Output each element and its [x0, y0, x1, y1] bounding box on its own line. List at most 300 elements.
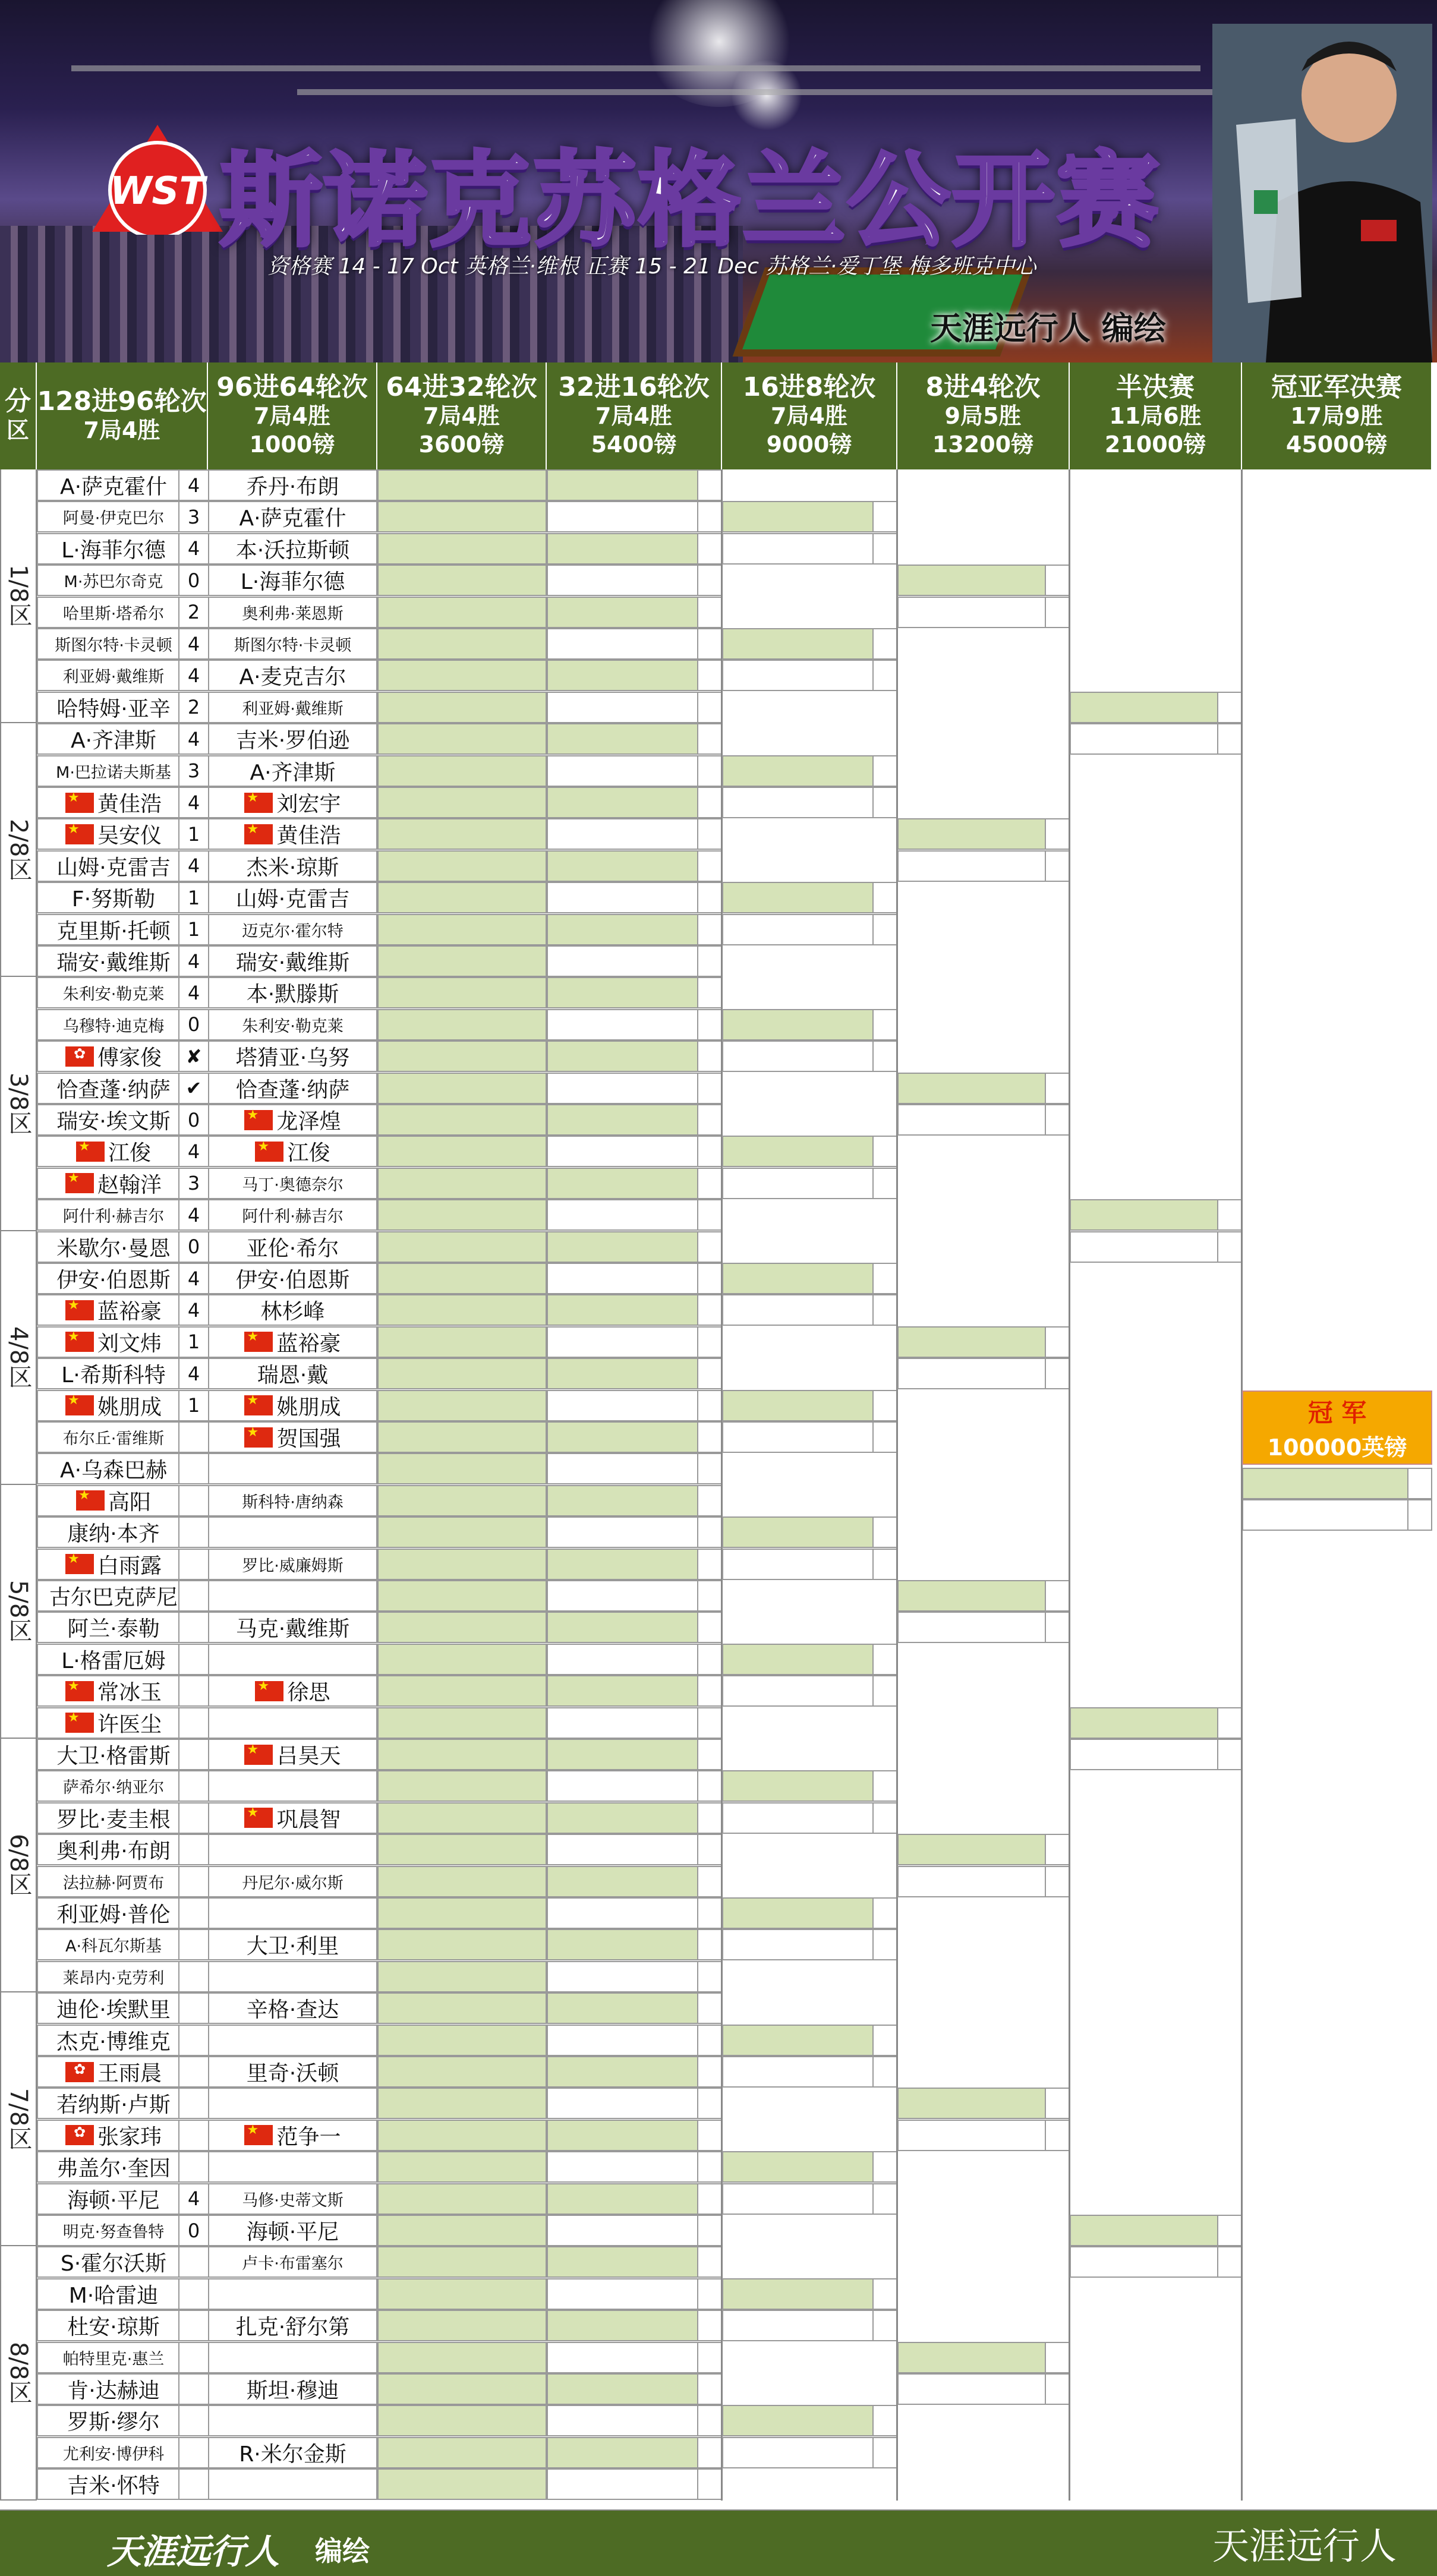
score-slot — [697, 1453, 722, 1484]
header-l3: 1000镑 — [249, 431, 335, 458]
player-name-text: 姚朋成 — [97, 1395, 162, 1420]
player-name — [208, 977, 377, 1008]
score: 4 — [178, 723, 209, 755]
player-name-text: 本·默滕斯 — [246, 982, 339, 1007]
bracket-slot — [547, 850, 698, 882]
bracket-slot — [547, 1485, 698, 1516]
bracket-slot — [377, 1199, 547, 1231]
bracket-line — [1069, 469, 1070, 723]
score — [178, 1453, 209, 1484]
column-header — [37, 362, 208, 469]
bracket-slot — [377, 850, 547, 882]
player-name-text: 朱利安·勒克莱 — [242, 1017, 344, 1036]
bracket-slot — [547, 977, 698, 1008]
footer-signature: 天涯远行人 — [1212, 2524, 1397, 2568]
player-name — [37, 660, 190, 691]
player-name-text: 龙泽煌 — [276, 1109, 341, 1134]
score — [178, 1866, 209, 1897]
score — [178, 1929, 209, 1960]
bracket-slot — [377, 1802, 547, 1834]
player-name-text: 大卫·格雷斯 — [56, 1744, 171, 1768]
score — [178, 2373, 209, 2405]
score — [178, 1802, 209, 1834]
player-name — [37, 1580, 190, 1612]
player-name — [208, 1041, 377, 1072]
score-slot — [1045, 2120, 1070, 2151]
china-flag-icon — [65, 1554, 94, 1574]
player-name — [37, 1104, 190, 1136]
china-flag-icon — [244, 1332, 273, 1352]
truss — [71, 65, 1200, 71]
player-name-text: 罗比·麦圭根 — [56, 1807, 171, 1832]
bracket-slot — [547, 660, 698, 691]
player-name-text: 利亚姆·戴维斯 — [242, 699, 344, 718]
player-name — [37, 2088, 190, 2119]
player-name-text: 奥利弗·莱恩斯 — [242, 604, 344, 623]
score: 4 — [178, 850, 209, 882]
score-slot — [697, 2405, 722, 2436]
player-name — [208, 945, 377, 977]
header-l1: 128进96轮次 — [37, 386, 207, 417]
score-slot — [697, 1009, 722, 1041]
score-slot — [1217, 2246, 1242, 2278]
champion-prize: 100000英镑 — [1267, 1434, 1407, 1461]
player-name-text: A·萨克霍什 — [59, 475, 168, 499]
score: 4 — [178, 945, 209, 977]
score: 4 — [178, 1358, 209, 1389]
player-name-text: 本·沃拉斯顿 — [235, 538, 350, 563]
bracket-slot — [377, 1866, 547, 1897]
score-slot — [1045, 2373, 1070, 2405]
score: 4 — [178, 2183, 209, 2215]
score-slot — [1045, 850, 1070, 882]
player-name-text: 蓝裕豪 — [97, 1300, 162, 1325]
score-slot — [872, 1929, 897, 1960]
score — [178, 2246, 209, 2278]
score-slot — [697, 1961, 722, 1992]
china-flag-icon — [65, 793, 94, 813]
player-name — [208, 628, 377, 660]
player-name-text: L·希斯科特 — [61, 1363, 166, 1388]
header-l2: 7局4胜 — [595, 403, 672, 429]
score: 4 — [178, 469, 209, 501]
player-name — [37, 1041, 190, 1072]
bracket-slot — [547, 1294, 698, 1326]
score-slot — [872, 1516, 897, 1548]
player-name-text: A·齐津斯 — [70, 729, 157, 753]
player-name-text: 扎克·舒尔第 — [235, 2315, 350, 2340]
subtitle: 资格赛 14 - 17 Oct 英格兰·维根 正赛 15 - 21 Dec 苏格兰·爱丁堡 梅多班克中心 — [267, 254, 1036, 279]
player-name — [37, 533, 190, 565]
player-name — [208, 2025, 377, 2056]
bracket-slot — [377, 469, 547, 501]
player-name-text: 刘文炜 — [97, 1331, 162, 1356]
zone-label: 2/8区 — [0, 723, 37, 977]
bracket-line — [1241, 469, 1243, 977]
final-slot — [1242, 1499, 1408, 1531]
bracket-slot — [377, 628, 547, 660]
player-name-text: 吕昊天 — [276, 1744, 341, 1768]
column-header — [722, 362, 897, 469]
player-name — [208, 1199, 377, 1231]
player-name-text: 常冰玉 — [97, 1680, 162, 1705]
player-name — [37, 2183, 190, 2215]
score-slot — [1045, 1866, 1070, 1897]
score: 4 — [178, 1136, 209, 1167]
player-name — [208, 565, 377, 596]
score-slot — [697, 2151, 722, 2183]
player-name-text: 杰米·琼斯 — [246, 855, 339, 880]
bracket-slot — [377, 565, 547, 596]
score: 4 — [178, 1294, 209, 1326]
player-with-trophy-image — [1212, 24, 1432, 362]
player-name-text: 迈克尔·霍尔特 — [242, 922, 344, 941]
bracket-slot — [722, 1675, 874, 1707]
score-slot — [697, 1073, 722, 1104]
score — [178, 2342, 209, 2373]
footer — [0, 2511, 1437, 2576]
bracket-slot — [547, 533, 698, 565]
score — [178, 2088, 209, 2119]
player-name-text: F·努斯勒 — [71, 887, 156, 912]
score — [178, 1992, 209, 2024]
player-name — [208, 787, 377, 818]
score-slot — [1045, 2088, 1070, 2119]
bracket-slot — [377, 1326, 547, 1358]
score — [178, 1897, 209, 1929]
bracket-slot — [377, 1580, 547, 1612]
bracket-slot — [897, 1580, 1046, 1612]
player-name — [37, 818, 190, 850]
player-name-text: 巩晨智 — [276, 1807, 341, 1832]
player-name — [37, 628, 190, 660]
player-name-text: 马克·戴维斯 — [235, 1617, 350, 1642]
score-slot — [697, 2468, 722, 2500]
score-slot — [697, 1516, 722, 1548]
score-slot — [697, 1549, 722, 1580]
player-name-text: 明克·努查鲁特 — [62, 2223, 165, 2241]
player-name — [37, 1739, 190, 1770]
bracket-slot — [722, 914, 874, 945]
bracket-slot — [547, 1358, 698, 1389]
score-slot — [872, 2405, 897, 2436]
bracket-slot — [547, 565, 698, 596]
player-name — [208, 692, 377, 723]
player-name — [208, 1612, 377, 1643]
bracket-slot — [377, 2088, 547, 2119]
score-slot — [697, 914, 722, 945]
player-name — [37, 723, 190, 755]
player-name-text: 阿什利·赫吉尔 — [242, 1207, 344, 1226]
score-slot — [697, 1929, 722, 1960]
score-slot — [697, 2183, 722, 2215]
player-name-text: 伊安·伯恩斯 — [235, 1268, 350, 1292]
player-name — [37, 1675, 190, 1707]
score-slot — [697, 1802, 722, 1834]
player-name-text: L·海菲尔德 — [240, 570, 345, 595]
player-name-text: M·巴拉诺夫斯基 — [56, 763, 171, 782]
player-name-text: 莱昂内·克劳利 — [62, 1969, 165, 1988]
bracket-slot — [547, 1453, 698, 1484]
player-name — [208, 1675, 377, 1707]
score-slot — [697, 1263, 722, 1294]
player-name — [37, 1802, 190, 1834]
player-name-text: 康纳·本齐 — [67, 1522, 160, 1547]
score — [178, 1961, 209, 1992]
player-name-text: 恰查蓬·纳萨 — [56, 1077, 171, 1102]
player-name-text: 山姆·克雷吉 — [56, 855, 171, 880]
bracket-slot — [722, 1421, 874, 1453]
player-name — [208, 1802, 377, 1834]
bracket-line — [1069, 1992, 1070, 2246]
bracket-slot — [547, 469, 698, 501]
footer-credit: 编绘 — [315, 2535, 370, 2567]
player-name — [37, 1453, 190, 1484]
column-header — [1070, 362, 1242, 469]
bracket-slot — [377, 2342, 547, 2373]
player-name — [208, 1961, 377, 1992]
champion-box — [1242, 1391, 1432, 1465]
score — [178, 2120, 209, 2151]
bracket-slot — [722, 1770, 874, 1802]
player-name-text: 朱利安·勒克莱 — [62, 985, 165, 1004]
score-slot — [1217, 723, 1242, 755]
header-l1: 8进4轮次 — [925, 372, 1041, 402]
zone-label: 4/8区 — [0, 1231, 37, 1485]
score-slot — [697, 2278, 722, 2310]
bracket-slot — [377, 2373, 547, 2405]
bracket-slot — [547, 2437, 698, 2468]
bracket-slot — [547, 1168, 698, 1199]
bracket-slot — [722, 2310, 874, 2341]
player-name-text: 里奇·沃顿 — [246, 2061, 339, 2086]
bracket-slot — [547, 2373, 698, 2405]
player-name — [37, 2468, 190, 2500]
china-flag-icon — [244, 2125, 273, 2145]
player-name — [208, 1770, 377, 1802]
score-slot — [1045, 1580, 1070, 1612]
bracket-slot — [547, 1644, 698, 1675]
bracket-slot — [897, 1104, 1046, 1136]
player-name — [37, 1485, 190, 1516]
score — [178, 1612, 209, 1643]
bracket-slot — [547, 692, 698, 723]
player-name — [37, 1834, 190, 1865]
bracket-slot — [377, 533, 547, 565]
player-name — [37, 2373, 190, 2405]
player-name-text: 刘宏宇 — [276, 792, 341, 816]
score: 3 — [178, 755, 209, 787]
score — [178, 2405, 209, 2436]
player-name — [37, 2342, 190, 2373]
player-name-text: 海顿·平尼 — [67, 2188, 160, 2213]
player-name-text: L·海菲尔德 — [61, 538, 166, 563]
bracket-slot — [547, 818, 698, 850]
bracket-slot — [722, 2405, 874, 2436]
score-slot — [697, 1580, 722, 1612]
bracket-slot — [377, 660, 547, 691]
bracket-slot — [547, 2120, 698, 2151]
score — [178, 2310, 209, 2341]
player-name — [37, 2215, 190, 2246]
bracket-slot — [547, 1263, 698, 1294]
player-name — [37, 1549, 190, 1580]
score: 4 — [178, 1263, 209, 1294]
player-name-text: 亚伦·希尔 — [246, 1236, 339, 1261]
bracket-slot — [377, 1073, 547, 1104]
bracket-slot — [377, 977, 547, 1008]
score-slot — [872, 1294, 897, 1326]
player-name-text: 迪伦·埃默里 — [56, 1998, 171, 2023]
player-name — [37, 2278, 190, 2310]
score-slot — [1045, 597, 1070, 628]
bracket-slot — [547, 914, 698, 945]
bracket-slot — [547, 1612, 698, 1643]
bracket-slot — [377, 2468, 547, 2500]
score-slot — [1045, 565, 1070, 596]
player-name-text: 古尔巴克萨尼 — [49, 1585, 178, 1610]
player-name — [37, 1516, 190, 1548]
bracket-slot — [722, 1294, 874, 1326]
bracket-slot — [377, 914, 547, 945]
bracket-slot — [377, 1421, 547, 1453]
score: 1 — [178, 882, 209, 913]
player-name-text: 斯图尔特·卡灵顿 — [234, 636, 352, 655]
bracket-slot — [547, 1707, 698, 1739]
score-slot — [697, 1390, 722, 1421]
player-name-text: 王雨晨 — [97, 2061, 162, 2086]
score-slot — [697, 2215, 722, 2246]
china-flag-icon — [244, 1395, 273, 1415]
bracket-slot — [722, 660, 874, 691]
bracket-slot — [722, 787, 874, 818]
champion-label: 冠 军 — [1307, 1398, 1367, 1427]
player-name — [208, 882, 377, 913]
bracket-slot — [1070, 723, 1218, 755]
column-header — [1242, 362, 1432, 469]
score-slot — [1217, 1707, 1242, 1739]
score: 4 — [178, 787, 209, 818]
player-name — [37, 2025, 190, 2056]
score-slot — [872, 533, 897, 565]
bracket-slot — [897, 1834, 1046, 1865]
bracket-slot — [897, 1358, 1046, 1389]
bracket-slot — [547, 1009, 698, 1041]
wst-logo — [89, 122, 226, 235]
player-name — [37, 1294, 190, 1326]
bracket-slot — [1070, 692, 1218, 723]
bracket-slot — [377, 1009, 547, 1041]
player-name — [208, 1136, 377, 1167]
bracket-slot — [377, 2056, 547, 2088]
china-flag-icon — [65, 1681, 94, 1701]
score-slot — [697, 2056, 722, 2088]
player-name — [208, 1644, 377, 1675]
score-slot — [697, 2120, 722, 2151]
header-l1: 32进16轮次 — [558, 372, 710, 402]
player-name-text: 帕特里克·惠兰 — [62, 2350, 165, 2369]
bracket-slot — [547, 1231, 698, 1263]
score-slot — [1045, 818, 1070, 850]
score: 0 — [178, 565, 209, 596]
bracket-slot — [377, 1168, 547, 1199]
player-name — [37, 2056, 190, 2088]
player-name — [208, 1390, 377, 1421]
score-slot — [697, 597, 722, 628]
score-slot — [697, 1644, 722, 1675]
player-name-text: 恰查蓬·纳萨 — [235, 1077, 350, 1102]
player-name-text: S·霍尔沃斯 — [60, 2252, 167, 2277]
player-name-text: L·格雷厄姆 — [61, 1648, 166, 1673]
bracket-slot — [897, 1612, 1046, 1643]
player-name-text: 阿曼·伊克巴尔 — [62, 509, 165, 528]
bracket-slot — [722, 533, 874, 565]
player-name — [208, 850, 377, 882]
player-name — [208, 2468, 377, 2500]
player-name — [208, 1516, 377, 1548]
bracket-line — [1069, 1739, 1070, 1992]
bracket-slot — [897, 2088, 1046, 2119]
player-name — [208, 597, 377, 628]
bracket-slot — [547, 2215, 698, 2246]
bracket-slot — [547, 1326, 698, 1358]
china-flag-icon — [76, 1490, 105, 1511]
player-name-text: 江俊 — [108, 1141, 151, 1166]
header-l1: 16进8轮次 — [742, 372, 876, 402]
score-slot — [697, 1866, 722, 1897]
china-flag-icon — [65, 1173, 94, 1193]
bracket-slot — [377, 2183, 547, 2215]
bracket-slot — [722, 628, 874, 660]
player-name — [208, 2120, 377, 2151]
bracket-slot — [377, 1739, 547, 1770]
bracket-slot — [547, 1992, 698, 2024]
score-slot — [697, 2342, 722, 2373]
score-slot — [697, 1358, 722, 1389]
bracket-slot — [377, 1675, 547, 1707]
zone-label: 6/8区 — [0, 1739, 37, 1992]
player-name-text: 米歇尔·曼恩 — [56, 1236, 171, 1261]
player-name-text: 奥利弗·布朗 — [56, 1839, 171, 1864]
player-name — [37, 1707, 190, 1739]
bracket-slot — [377, 2246, 547, 2278]
player-name — [208, 469, 377, 501]
bracket-slot — [547, 1041, 698, 1072]
bracket-slot — [377, 723, 547, 755]
score-slot — [872, 660, 897, 691]
player-name-text: 马丁·奥德奈尔 — [242, 1175, 344, 1194]
score — [178, 1739, 209, 1770]
player-name-text: 赵翰洋 — [97, 1172, 162, 1197]
player-name — [37, 977, 190, 1008]
bracket-slot — [377, 755, 547, 787]
bracket-slot — [377, 2120, 547, 2151]
score-slot — [872, 501, 897, 532]
score-slot — [697, 469, 722, 501]
score-slot — [697, 882, 722, 913]
header-l2: 7局4胜 — [254, 403, 330, 429]
player-name — [208, 1326, 377, 1358]
score-slot — [697, 1199, 722, 1231]
player-name-text: 丹尼尔·威尔斯 — [242, 1874, 344, 1893]
bracket-slot — [547, 882, 698, 913]
bracket-slot — [722, 1897, 874, 1929]
bracket-slot — [722, 755, 874, 787]
final-slot — [1242, 1468, 1408, 1499]
player-name — [37, 1992, 190, 2024]
score-slot — [697, 2246, 722, 2278]
bracket-slot — [547, 1073, 698, 1104]
